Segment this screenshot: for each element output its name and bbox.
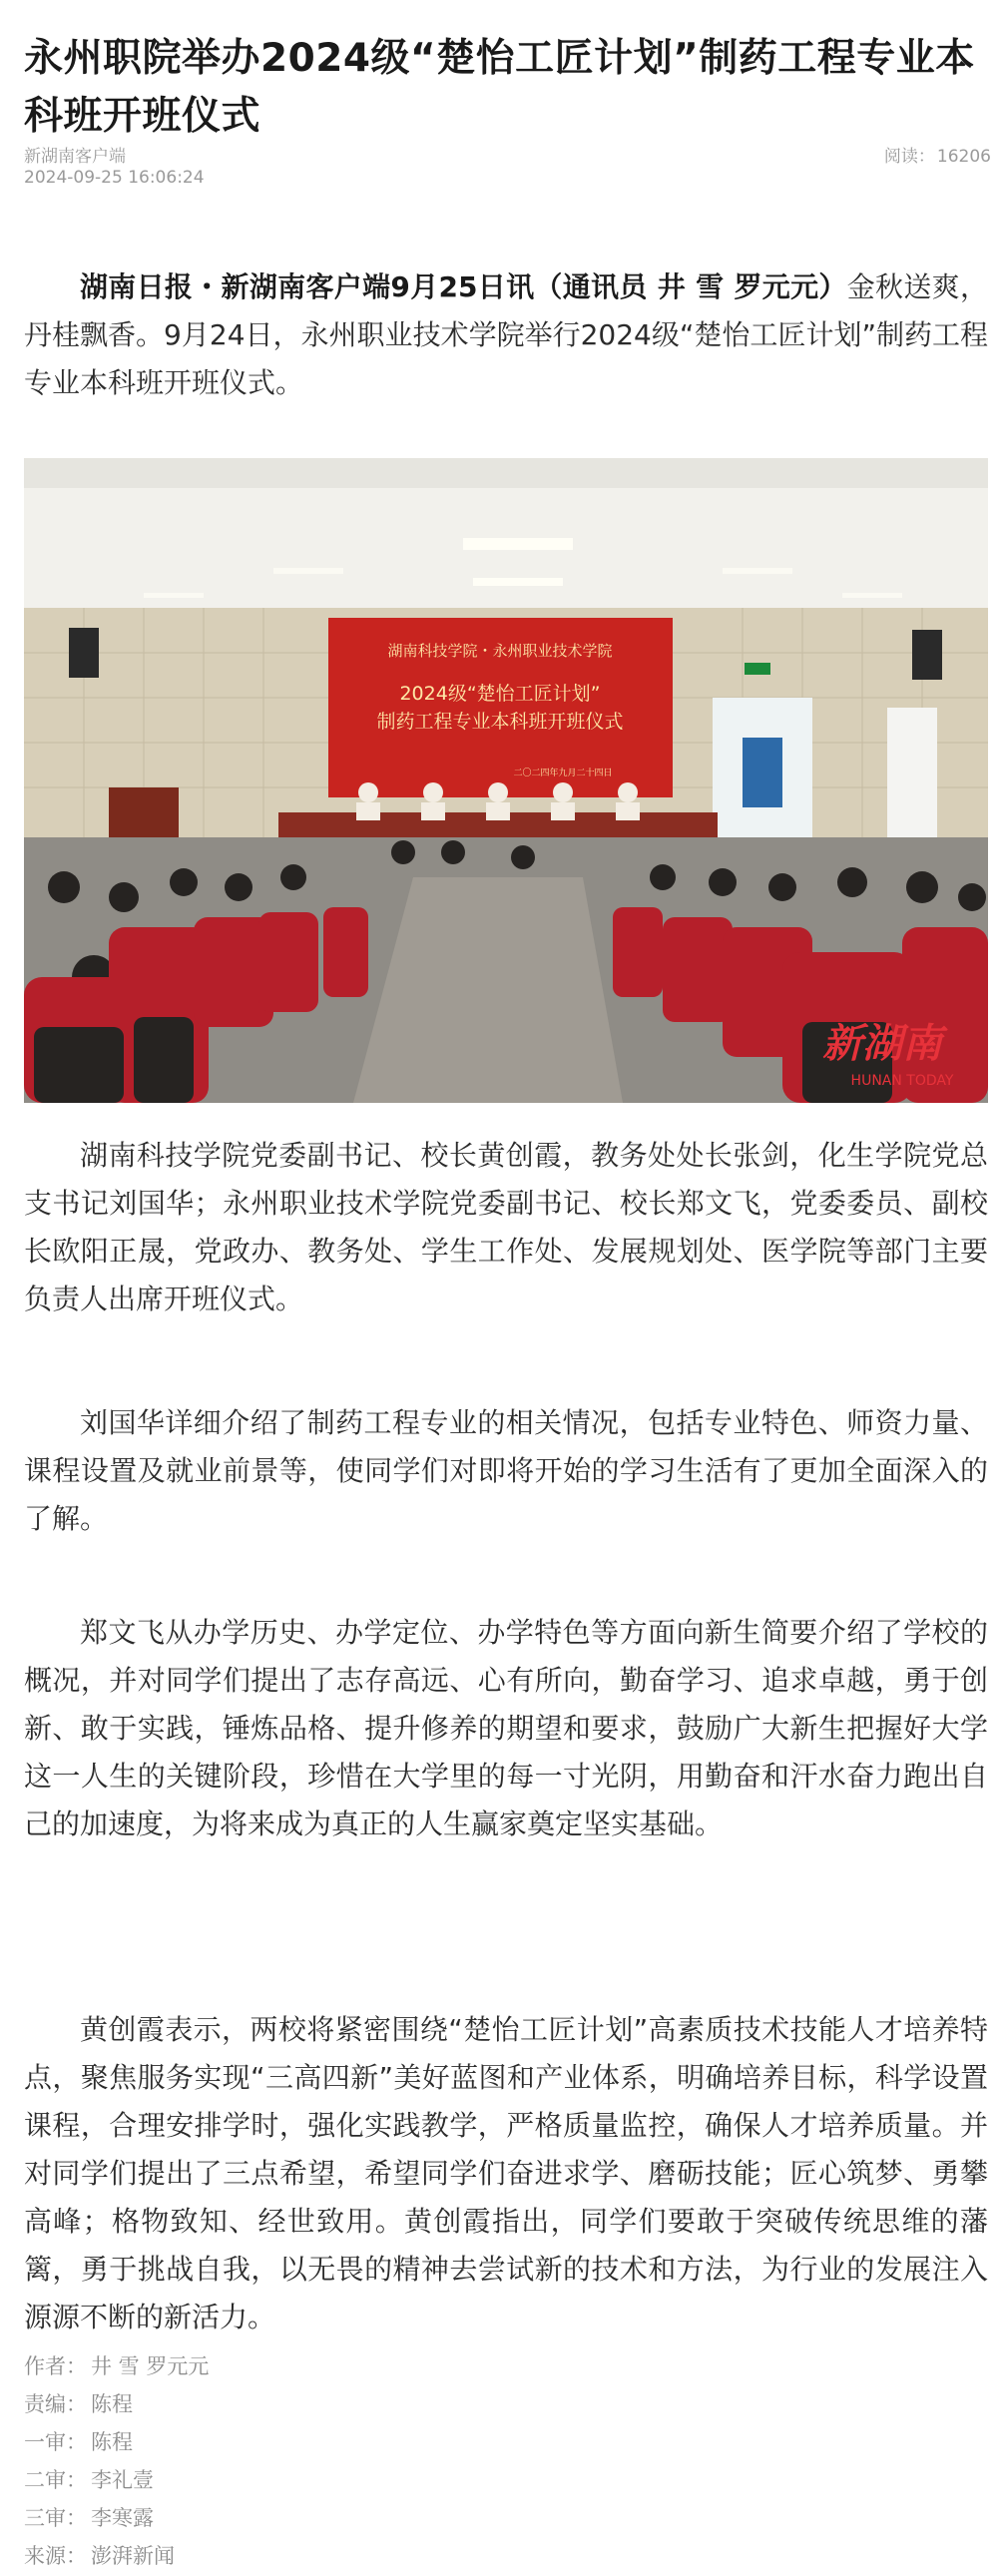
credit-editor (24, 2389, 133, 2419)
lead-paragraph (24, 263, 988, 407)
credit-value: 陈程 (91, 2430, 133, 2454)
lead-dateline: 湖南日报・新湖南客户端9月25日讯（通讯员 井 雪 罗元元） (80, 270, 847, 303)
credit-source (24, 2541, 175, 2571)
credit-label: 来源： (24, 2544, 87, 2568)
credit-value: 陈程 (91, 2392, 133, 2416)
read-count-value: 16206 (936, 147, 991, 167)
credit-label: 作者： (24, 2354, 87, 2378)
credit-value: 澎湃新闻 (91, 2544, 175, 2568)
credit-review-2 (24, 2465, 154, 2495)
credit-value: 李寒露 (91, 2506, 154, 2530)
credit-value: 井 雪 罗元元 (91, 2354, 210, 2378)
article-source: 新湖南客户端 (24, 147, 126, 167)
credit-label: 二审： (24, 2468, 87, 2492)
banner-line2: 2024级“楚怡工匠计划” (399, 683, 601, 705)
ceremony-photo (24, 458, 988, 1103)
credit-label: 一审： (24, 2430, 87, 2454)
credit-value: 李礼壹 (91, 2468, 154, 2492)
banner-date: 二〇二四年九月二十四日 (513, 769, 613, 778)
banner-line3: 制药工程专业本科班开班仪式 (376, 711, 624, 733)
credit-label: 责编： (24, 2392, 87, 2416)
credit-label: 三审： (24, 2506, 87, 2530)
article-datetime: 2024-09-25 16:06:24 (24, 168, 205, 188)
body-paragraph-2: 刘国华详细介绍了制药工程专业的相关情况，包括专业特色、师资力量、课程设置及就业前景等，使同学们对即将开始的学习生活有了更加全面深入的了解。 (24, 1406, 988, 1535)
credit-review-3 (24, 2503, 154, 2533)
article-title: 永州职院举办2024级“楚怡工匠计划”制药工程专业本科班开班仪式 (24, 36, 975, 140)
body-paragraph-1: 湖南科技学院党委副书记、校长黄创霞，教务处处长张剑，化生学院党总支书记刘国华；永州职业技术学院党委副书记、校长郑文飞，党委委员、副校长欧阳正晟，党政办、教务处、学生工作处、发展规划处、医学院等部门主要负责人出席开班仪式。 (24, 1139, 988, 1315)
read-count-label: 阅读： (883, 147, 935, 167)
banner-line1: 湖南科技学院・永州职业技术学院 (387, 642, 613, 660)
body-paragraph-4: 黄创霞表示，两校将紧密围绕“楚怡工匠计划”高素质技术技能人才培养特点，聚焦服务实现“三高四新”美好蓝图和产业体系，明确培养目标，科学设置课程，合理安排学时，强化实践教学，严格质量监控，确保人才培养质量。并对同学们提出了三点希望，希望同学们奋进求学、磨砺技能；匠心筑梦、勇攀高峰；格物致知、经世致用。黄创霞指出，同学们要敢于突破传统思维的藩篱，勇于挑战自我，以无畏的精神去尝试新的技术和方法，为行业的发展注入源源不断的新活力。 (24, 2013, 988, 2333)
credit-author (24, 2351, 209, 2381)
watermark-logo: 新湖南 (822, 1020, 942, 1067)
lead-text: 金秋送爽，丹桂飘香。9月24日，永州职业技术学院举行2024级“楚怡工匠计划”制药工程专业本科班开班仪式。 (24, 270, 988, 399)
article-photo (24, 458, 988, 1103)
watermark-sub: HUNAN TODAY (850, 1073, 954, 1089)
credit-review-1 (24, 2427, 133, 2457)
read-count (882, 142, 991, 167)
body-paragraph-3: 郑文飞从办学历史、办学定位、办学特色等方面向新生简要介绍了学校的概况，并对同学们提出了志存高远、心有所向，勤奋学习、追求卓越，勇于创新、敢于实践，锤炼品格、提升修养的期望和要求，鼓励广大新生把握好大学这一人生的关键阶段，珍惜在大学里的每一寸光阴，用勤奋和汗水奋力跑出自己的加速度，为将来成为真正的人生赢家奠定坚实基础。 (24, 1616, 988, 1840)
